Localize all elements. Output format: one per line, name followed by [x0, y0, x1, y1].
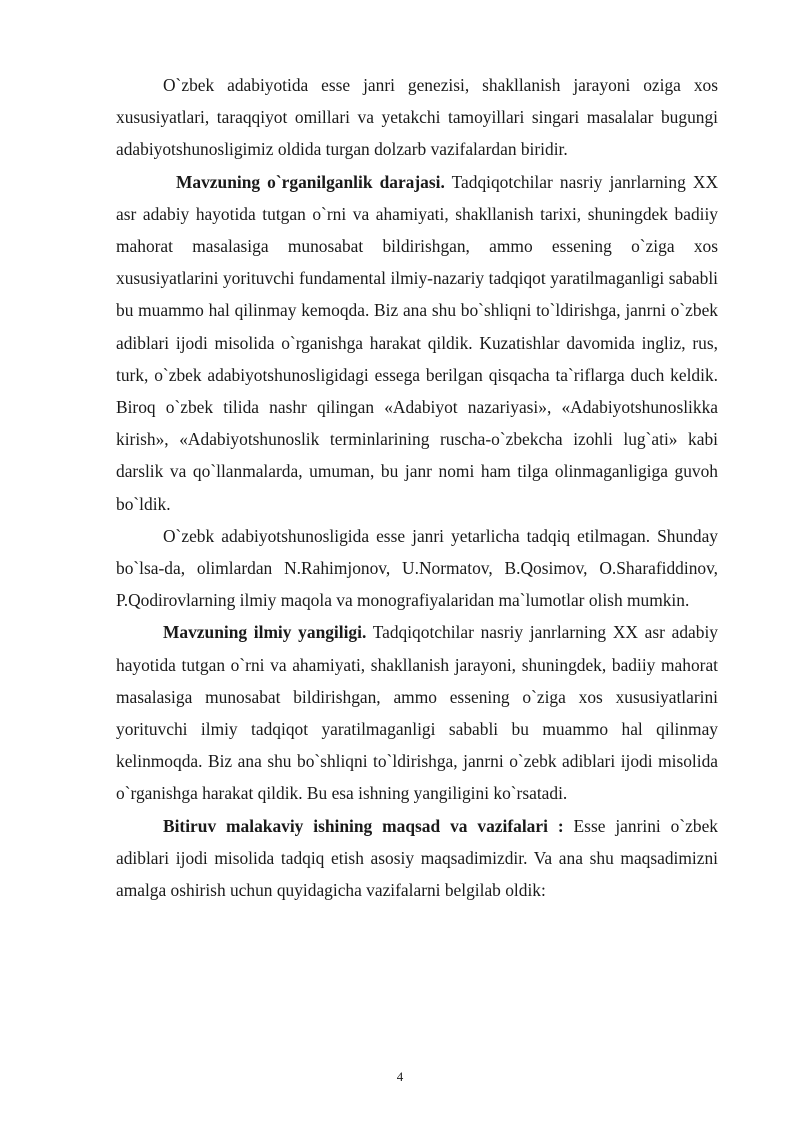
intro-text: O`zbek adabiyotida esse janri genezisi, shakllanish jarayoni oziga xos xususiyatlari, taraqqiyot omillari va yetakchi tamoyillari singari masalalar bugungi adabiyotshunosligimiz oldida turgan dolzarb vazifalardan biridir. [116, 75, 718, 160]
novelty-heading: Mavzuning ilmiy yangiligi. [163, 622, 367, 643]
research-level-text: Tadqiqotchilar nasriy janrlarning XX asr adabiy hayotida tutgan o`rni va ahamiyati, shakllanish tarixi, shuningdek badiiy mahorat masalasiga munosabat bildirishgan, ammo essening o`ziga xos xususiyatlarini yorituvchi fundamental ilmiy-nazariy tadqiqot yaratilmaganligi sababli bu muammo hal qilinmay kemoqda. Biz ana shu bo`shliqni to`ldirishga, janrni o`zbek adiblari ijodi misolida o`rganishga harakat qildik. Kuzatishlar davomida ingliz, rus, turk, o`zbek adabiyotshunosligidagi essega berilgan qisqacha ta`riflarga duch keldik. Biroq o`zbek tilida nashr qilingan «Adabiyot nazariyasi», «Adabiyotshunoslikka kirish», «Adabiyotshunoslik terminlarining ruscha-o`zbekcha izohli lug`ati» kabi darslik va qo`llanmalarda, umuman, bu janr nomi ham tilga olinmaganligiga guvoh bo`ldik. [116, 171, 718, 514]
page-number: 4 [396, 1069, 404, 1084]
research-level-heading: Mavzuning o`rganilganlik darajasi. [176, 171, 445, 192]
page-body [116, 69, 718, 906]
study-sources-paragraph [116, 520, 718, 617]
goals-paragraph [116, 810, 718, 907]
research-level-paragraph [116, 166, 718, 520]
novelty-paragraph [116, 616, 718, 809]
goals-text: Esse janrini o`zbek adiblari ijodi misolida tadqiq etish asosiy maqsadimizdir. Va ana shu maqsadimizni amalga oshirish uchun quyidagicha vazifalarni belgilab oldik: [116, 815, 718, 901]
intro-paragraph [116, 69, 718, 166]
goals-heading: Bitiruv malakaviy ishining maqsad va vazifalari : [163, 815, 564, 836]
novelty-text: Tadqiqotchilar nasriy janrlarning XX asr adabiy hayotida tutgan o`rni va ahamiyati, shakllanish jarayoni, shuningdek, badiiy mahorat masalasiga munosabat bildirishgan, ammo essening o`ziga xos xususiyatlarini yorituvchi ilmiy tadqiqot yaratilmaganligi sababli bu muammo hal qilinmay kelinmoqda. Biz ana shu bo`shliqni to`ldirishga, janrni o`zebk adiblari ijodi misolida o`rganishga harakat qildik. Bu esa ishning yangiligini ko`rsatadi. [116, 622, 718, 804]
study-sources-text: O`zebk adabiyotshunosligida esse janri yetarlicha tadqiq etilmagan. Shunday bo`lsa-da, olimlardan N.Rahimjonov, U.Normatov, B.Qosimov, O.Sharafiddinov, P.Qodirovlarning ilmiy maqola va monografiyalaridan ma`lumotlar olish mumkin. [116, 525, 718, 611]
